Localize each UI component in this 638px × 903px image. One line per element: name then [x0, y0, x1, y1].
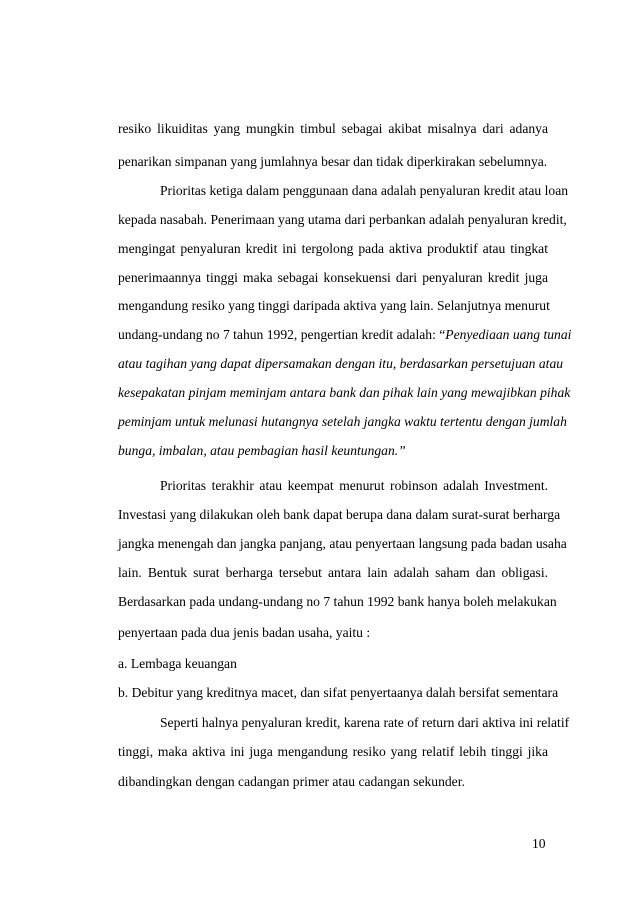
text-line: bunga, imbalan, atau pembagian hasil keuntungan.”	[118, 443, 406, 458]
text-line	[118, 327, 572, 343]
text-line: Investasi yang dilakukan oleh bank dapat berupa dana dalam surat-surat berharga	[118, 507, 561, 522]
text-line: peminjam untuk melunasi hutangnya setelah jangka waktu tertentu dengan jumlah	[118, 414, 567, 429]
text-line: mengingat penyaluran kredit ini tergolong pada aktiva produktif atau tingkat	[118, 241, 548, 256]
text-line: kepada nasabah. Penerimaan yang utama dari perbankan adalah penyaluran kredit,	[118, 212, 567, 227]
text-line: jangka menengah dan jangka panjang, atau penyertaan langsung pada badan usaha	[118, 536, 567, 551]
text-line: Berdasarkan pada undang-undang no 7 tahun 1992 bank hanya boleh melakukan	[118, 594, 557, 609]
text-line: atau tagihan yang dapat dipersamakan dengan itu, berdasarkan persetujuan atau	[118, 356, 564, 371]
text-line: penarikan simpanan yang jumlahnya besar dan tidak diperkirakan sebelumnya.	[118, 154, 548, 169]
text-line: penerimaannya tinggi maka sebagai konsekuensi dari penyaluran kredit juga	[118, 270, 548, 285]
text-line: mengandung resiko yang tinggi daripada aktiva yang lain. Selanjutnya menurut	[118, 298, 550, 313]
text-line: dibandingkan dengan cadangan primer atau cadangan sekunder.	[118, 774, 465, 789]
text-line: kesepakatan pinjam meminjam antara bank dan pihak lain yang mewajibkan pihak	[118, 385, 571, 400]
text-line: Prioritas ketiga dalam penggunaan dana adalah penyaluran kredit atau loan	[160, 183, 569, 198]
text-segment: undang-undang no 7 tahun 1992, pengertian kredit adalah: “	[118, 327, 446, 342]
text-line: tinggi, maka aktiva ini juga mengandung resiko yang relatif lebih tinggi jika	[118, 744, 548, 759]
text-line: Seperti halnya penyaluran kredit, karena rate of return dari aktiva ini relatif	[160, 715, 570, 730]
quoted-definition: Penyediaan uang tunai	[445, 327, 572, 342]
text-line: penyertaan pada dua jenis badan usaha, yaitu :	[118, 625, 371, 640]
page-number: 10	[532, 836, 546, 851]
text-line: Prioritas terakhir atau keempat menurut robinson adalah Investment.	[160, 478, 548, 493]
text-line: lain. Bentuk surat berharga tersebut antara lain adalah saham dan obligasi.	[118, 565, 548, 580]
text-line: resiko likuiditas yang mungkin timbul sebagai akibat misalnya dari adanya	[118, 121, 548, 136]
list-item: a. Lembaga keuangan	[118, 656, 237, 671]
list-item: b. Debitur yang kreditnya macet, dan sifat penyertaanya dalah bersifat sementara	[118, 685, 559, 700]
